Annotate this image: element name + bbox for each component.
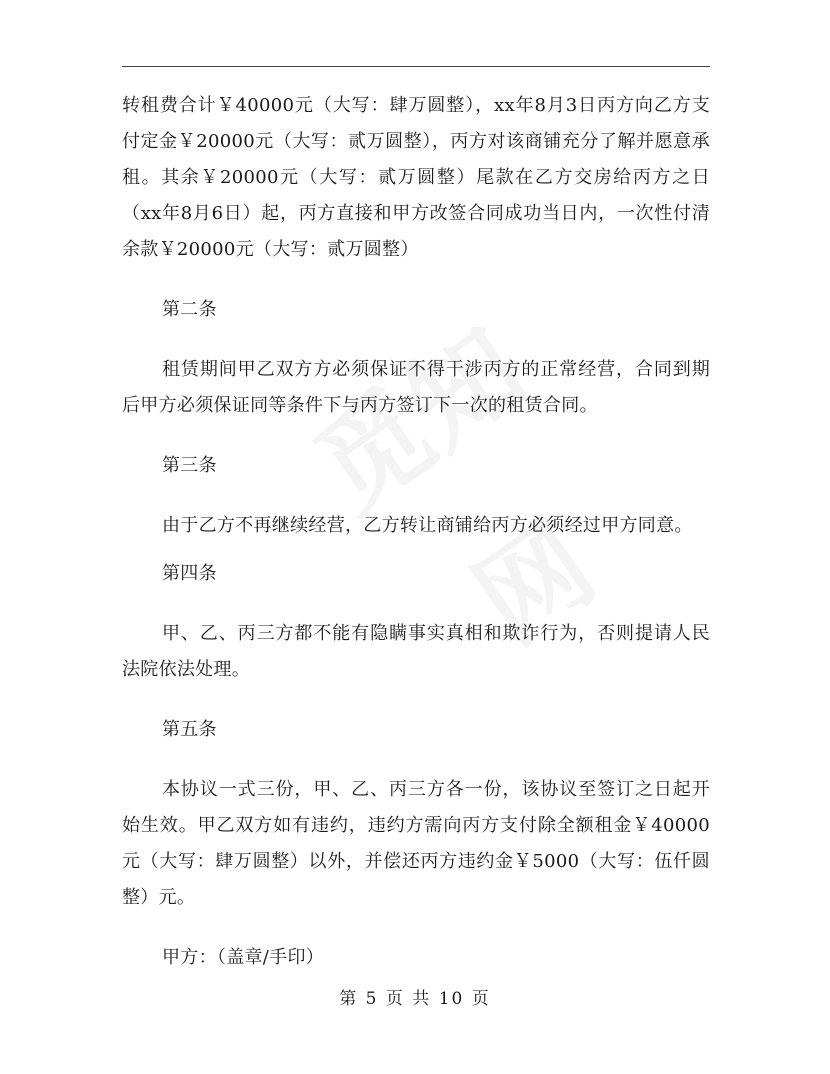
article-3-body: 由于乙方不再继续经营，乙方转让商铺给丙方必须经过甲方同意。	[162, 515, 693, 536]
party-a-signature: 甲方：（盖章/手印）	[162, 947, 325, 968]
header-rule	[122, 66, 710, 67]
paragraph-transfer-fee: 转租费合计￥40000元（大写：肆万圆整），xx年8月3日丙方向乙方支付定金￥20000元（大写：贰万圆整），丙方对该商铺充分了解并愿意承租。其余￥20000元（大写：贰万圆整）尾款在乙方交房给丙方之日（xx年8月6日）起，丙方直接和甲方改签合同成功当日内，一次性付清余款￥20000元（大写：贰万圆整）	[122, 95, 710, 260]
article-5-title: 第五条	[162, 719, 217, 740]
page-number: 第 5 页 共 10 页	[339, 989, 491, 1009]
article-4-body: 甲、乙、丙三方都不能有隐瞒事实真相和欺诈行为，否则提请人民法院依法处理。	[122, 623, 710, 680]
article-2-body: 租赁期间甲乙双方方必须保证不得干涉丙方的正常经营，合同到期后甲方必须保证同等条件下与丙方签订下一次的租赁合同。	[122, 359, 710, 416]
article-4-title: 第四条	[162, 563, 217, 584]
document-body	[122, 88, 710, 976]
article-5-body: 本协议一式三份，甲、乙、丙三方各一份，该协议至签订之日起开始生效。甲乙双方如有违约，违约方需向丙方支付除全额租金￥40000元（大写：肆万圆整）以外，并偿还丙方违约金￥5000（大写：伍仟圆整）元。	[122, 779, 710, 908]
article-3-title: 第三条	[162, 455, 217, 476]
article-2-title: 第二条	[162, 299, 217, 320]
